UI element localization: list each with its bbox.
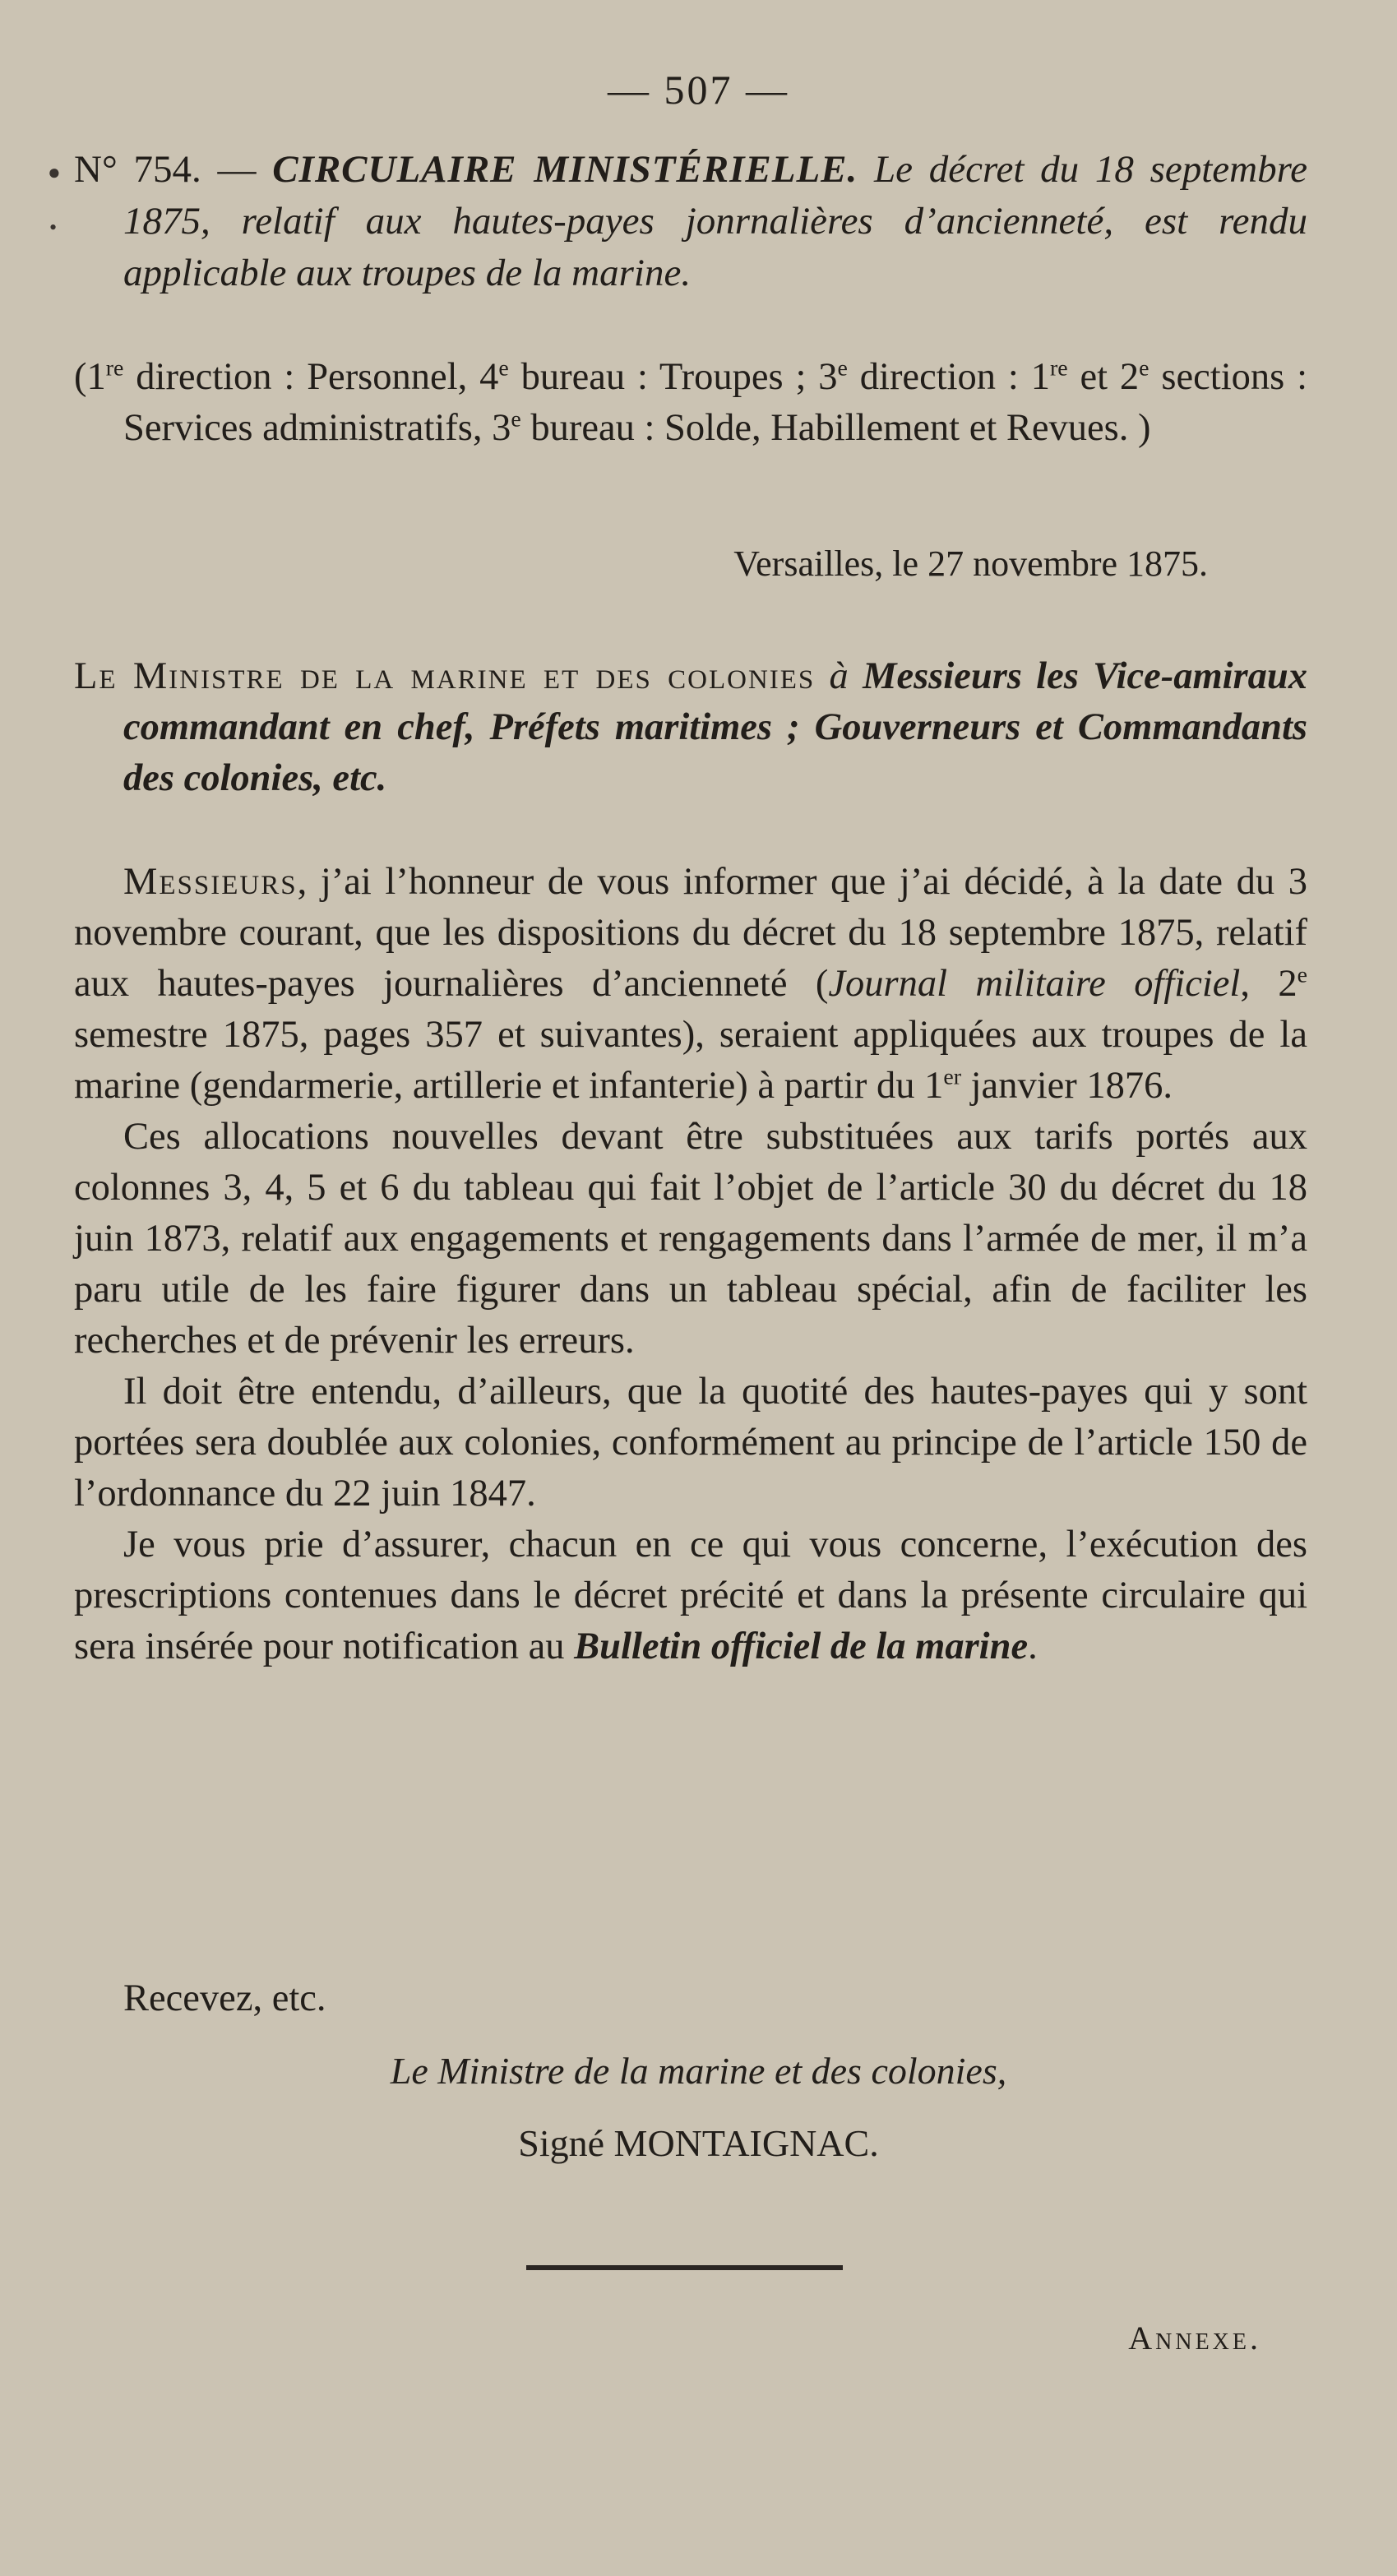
circular-number: N° 754. <box>74 148 201 191</box>
place-date: Versailles, le 27 novembre 1875. <box>733 543 1208 584</box>
directions-sup: e <box>1139 355 1150 382</box>
directions-text: direction : 1 <box>847 356 1050 398</box>
paragraph-1 <box>74 857 1307 1112</box>
directions-text: direction : Personnel, 4 <box>123 356 499 398</box>
salutation-text: Recevez, etc. <box>123 1977 326 2019</box>
directions-text: et 2 <box>1067 356 1140 398</box>
sender: Le Ministre de la marine et des colonies <box>74 655 816 697</box>
closing-salutation <box>74 1973 1307 2024</box>
signature-title: Le Ministre de la marine et des colonies, <box>390 2050 1007 2092</box>
directions-sup: re <box>105 355 124 382</box>
directions-text: bureau : Troupes ; 3 <box>508 356 838 398</box>
paragraph-text: janvier 1876. <box>961 1065 1173 1107</box>
margin-mark-2: • <box>49 215 58 239</box>
paragraph-sup: e <box>1297 962 1307 988</box>
signature-name: Signé MONTAIGNAC. <box>518 2122 879 2164</box>
bulletin-title: Bulletin officiel de la marine <box>574 1626 1029 1667</box>
heading-dash: — <box>201 148 273 191</box>
paragraph-text: Je vous prie d’assurer, chacun en ce qui vous concerne, l’exécution des prescriptions contenues dans le décret précité et dans la présente circulaire qui sera insérée pour notification au <box>74 1524 1307 1667</box>
paragraph-text: . <box>1028 1626 1038 1667</box>
paragraph-text: , j’ai l’honneur de vous informer que j’ai décidé, à la date du 3 novembre courant, que les dispositions du décret du 18 septembre 1875, relatif aux hautes-payes journalières d’ancienneté ( <box>74 861 1307 1005</box>
paragraph-sup: er <box>943 1064 962 1090</box>
divider-rule <box>526 2265 843 2270</box>
directions-sup: e <box>498 355 509 382</box>
letter-body <box>74 857 1307 1672</box>
directions-text: sections : Services administratifs, 3 <box>123 356 1307 449</box>
directions-text: (1 <box>74 356 106 398</box>
directions-sup: e <box>511 406 521 432</box>
paragraph-2: Ces allocations nouvelles devant être substituées aux tarifs portés aux colonnes 3, 4, 5 et 6 du tableau qui fait l’objet de l’article 30 du décret du 18 juin 1873, relatif aux engagements et rengagements dans l’armée de mer, il m’a paru utile de les faire figurer dans un tableau spécial, afin de faciliter les recherches et de prévenir les erreurs. <box>74 1116 1307 1362</box>
paragraph-3: Il doit être entendu, d’ailleurs, que la quotité des hautes-payes qui y sont portées sera doublée aux colonies, conformément au principe de l’article 150 de l’ordonnance du 22 juin 1847. <box>74 1371 1307 1515</box>
recipients: Messieurs les Vice-amiraux commandant en chef, Préfets maritimes ; Gouverneurs et Commandants des colonies, etc. <box>123 655 1308 799</box>
paragraph-4 <box>74 1519 1307 1672</box>
margin-mark-1: ● <box>48 160 61 184</box>
paragraph-text: semestre 1875, pages 357 et suivantes), seraient appliquées aux troupes de la marine (gendarmerie, artillerie et infanterie) à partir du 1 <box>74 1014 1307 1107</box>
directions-sup: e <box>837 355 848 382</box>
directions-text: bureau : Solde, Habillement et Revues. ) <box>520 407 1151 449</box>
circular-heading <box>74 144 1307 299</box>
page-number: — 507 — <box>608 67 789 113</box>
circular-subject: Le décret du 18 septembre 1875, relatif aux hautes-payes jonrnalières d’ancienneté, est rendu applicable aux troupes de la marine. <box>123 148 1308 294</box>
addressees <box>74 651 1307 804</box>
paragraph-text: , 2 <box>1240 963 1298 1005</box>
salutation-opening: Messieurs <box>123 861 298 903</box>
addressee-prefix: à <box>815 655 863 697</box>
annex-label: Annexe. <box>1128 2319 1261 2356</box>
directions-sup: re <box>1049 355 1068 382</box>
circular-title: CIRCULAIRE MINISTÉRIELLE. <box>272 148 858 191</box>
directions-note <box>74 352 1307 454</box>
journal-title: Journal militaire officiel <box>828 963 1241 1005</box>
